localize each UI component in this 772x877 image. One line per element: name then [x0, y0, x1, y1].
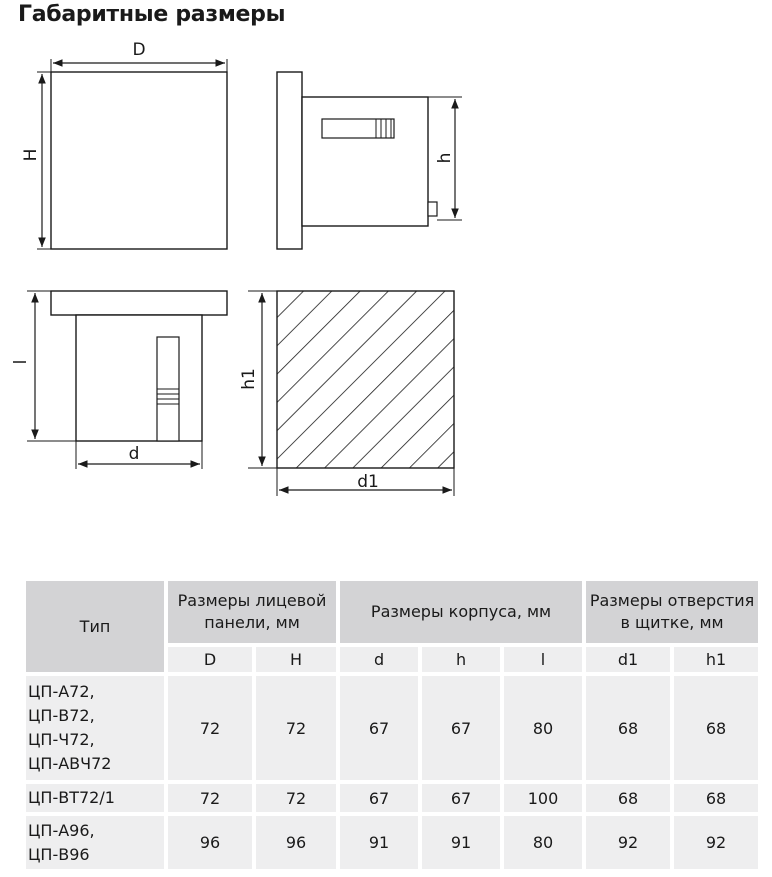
cell-H: 96 [256, 816, 336, 869]
front-view [21, 40, 227, 249]
subheader-l: l [504, 647, 582, 672]
cell-l: 80 [504, 676, 582, 780]
cell-h1: 68 [674, 784, 758, 812]
cell-D: 72 [168, 676, 252, 780]
cell-H: 72 [256, 676, 336, 780]
dim-label-l: l [11, 359, 31, 365]
cell-D: 72 [168, 784, 252, 812]
header-cutout: Размеры отверстия в щитке, мм [586, 581, 758, 643]
cell-d: 67 [340, 784, 418, 812]
table-row [26, 676, 758, 780]
cell-D: 96 [168, 816, 252, 869]
dimensions-table [22, 577, 762, 873]
cutout-view [239, 291, 454, 496]
table-row [26, 816, 758, 869]
cell-l: 100 [504, 784, 582, 812]
cell-h: 91 [422, 816, 500, 869]
dim-label-H: H [21, 148, 41, 162]
cell-l: 80 [504, 816, 582, 869]
dim-label-d1: d1 [357, 472, 379, 492]
subheader-D: D [168, 647, 252, 672]
subheader-d: d [340, 647, 418, 672]
subheader-h: h [422, 647, 500, 672]
dim-label-d: d [128, 444, 140, 464]
cell-H: 72 [256, 784, 336, 812]
subheader-d1: d1 [586, 647, 670, 672]
cell-type: ЦП-А96, ЦП-В96 [26, 816, 164, 869]
header-type: Тип [26, 581, 164, 672]
cell-h1: 92 [674, 816, 758, 869]
dim-label-h1: h1 [239, 368, 259, 390]
table-header-row [26, 581, 758, 643]
page-title: Габаритные размеры [18, 2, 286, 27]
subheader-H: H [256, 647, 336, 672]
cell-d1: 92 [586, 816, 670, 869]
cell-h1: 68 [674, 676, 758, 780]
cell-d1: 68 [586, 784, 670, 812]
cell-d: 91 [340, 816, 418, 869]
cell-h: 67 [422, 676, 500, 780]
table-row [26, 784, 758, 812]
cell-type: ЦП-ВТ72/1 [26, 784, 164, 812]
dim-label-h: h [435, 152, 455, 164]
cell-d: 67 [340, 676, 418, 780]
header-body: Размеры корпуса, мм [340, 581, 582, 643]
top-view [11, 291, 227, 469]
header-front-panel: Размеры лицевой панели, мм [168, 581, 336, 643]
side-view [277, 72, 462, 249]
dim-label-D: D [132, 40, 146, 60]
cell-type: ЦП-А72, ЦП-В72, ЦП-Ч72, ЦП-АВЧ72 [26, 676, 164, 780]
subheader-h1: h1 [674, 647, 758, 672]
cell-d1: 68 [586, 676, 670, 780]
cell-h: 67 [422, 784, 500, 812]
